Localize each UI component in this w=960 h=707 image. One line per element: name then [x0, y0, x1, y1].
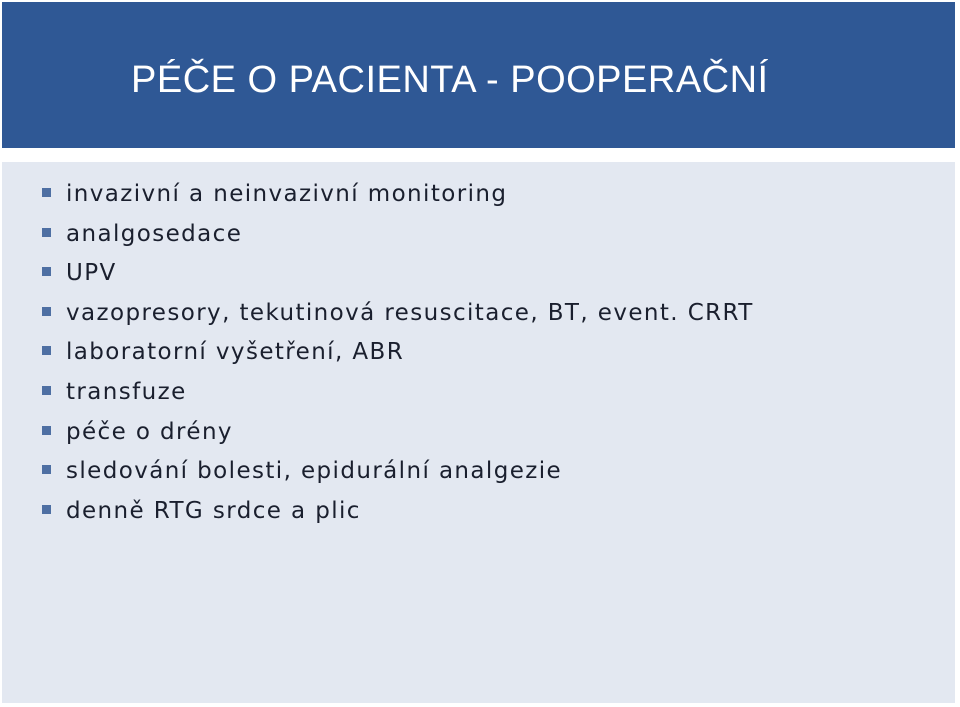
- list-item: [40, 373, 754, 413]
- bullet-text: laboratorní vyšetření, ABR: [66, 339, 405, 366]
- bullet-text: vazopresory, tekutinová resuscitace, BT, event. CRRT: [66, 299, 754, 326]
- square-bullet-icon: [42, 307, 51, 316]
- bullet-text: sledování bolesti, epidurální analgezie: [66, 458, 563, 485]
- bullet-text: denně RTG srdce a plic: [66, 497, 361, 524]
- list-item: [40, 492, 754, 532]
- bullet-text: péče o drény: [66, 418, 233, 445]
- square-bullet-icon: [42, 267, 51, 276]
- list-item: [40, 294, 754, 334]
- list-item: [40, 254, 754, 294]
- slide-title: PÉČE O PACIENTA - POOPERAČNÍ: [131, 59, 769, 101]
- list-item: [40, 333, 754, 373]
- list-item: [40, 175, 754, 215]
- bullet-text: UPV: [66, 260, 117, 287]
- list-item: [40, 413, 754, 453]
- square-bullet-icon: [42, 386, 51, 395]
- square-bullet-icon: [42, 228, 51, 237]
- list-item: [40, 452, 754, 492]
- bullet-text: invazivní a neinvazivní monitoring: [66, 181, 508, 207]
- bullet-text: transfuze: [66, 378, 187, 405]
- square-bullet-icon: [42, 465, 51, 474]
- square-bullet-icon: [42, 505, 51, 514]
- list-item: [40, 215, 754, 255]
- square-bullet-icon: [42, 188, 51, 197]
- square-bullet-icon: [42, 346, 51, 355]
- bullet-text: analgosedace: [66, 220, 243, 247]
- bullet-list: [40, 175, 754, 531]
- square-bullet-icon: [42, 426, 51, 435]
